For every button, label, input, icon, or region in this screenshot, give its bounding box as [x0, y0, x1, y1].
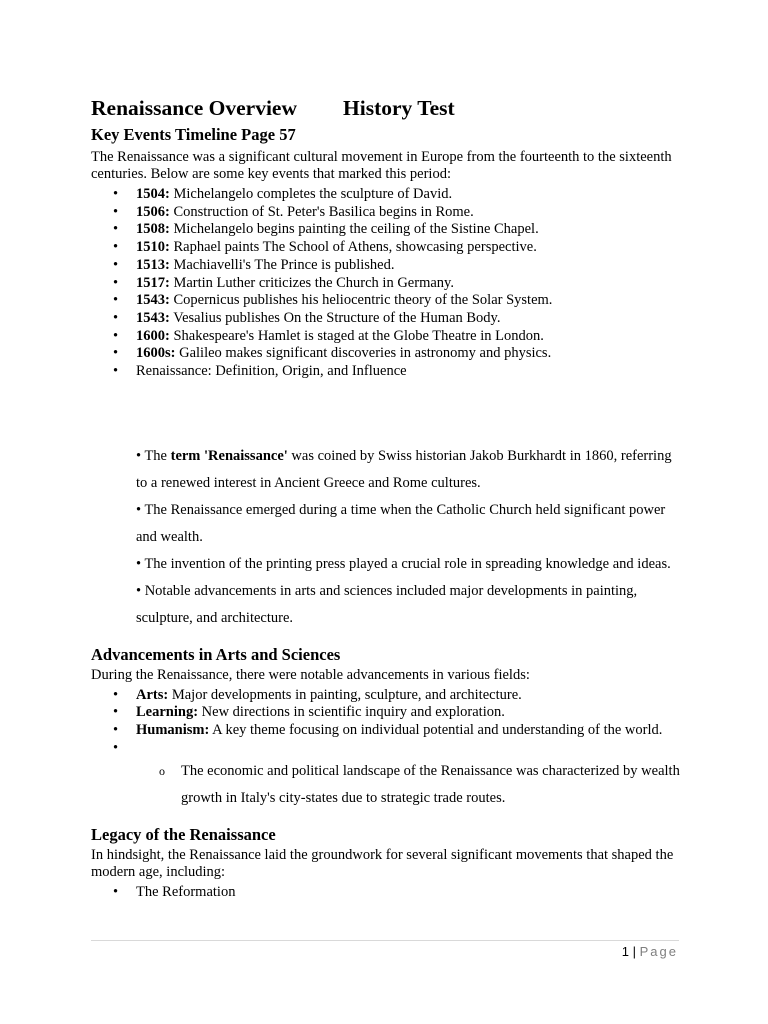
definition-section	[91, 443, 681, 632]
bullet-icon: •	[113, 292, 119, 309]
emphasized-term: term 'Renaissance'	[170, 447, 288, 464]
list-item	[91, 221, 681, 239]
definition-paragraph: • The Renaissance emerged during a time when the Catholic Church held significant power and wealth.	[136, 501, 666, 545]
timeline-subheading: Key Events Timeline Page 57	[91, 125, 296, 144]
bullet-icon: •	[113, 221, 119, 238]
list-item	[91, 345, 681, 363]
event-year: 1543:	[136, 292, 170, 309]
legacy-heading: Legacy of the Renaissance	[91, 824, 276, 844]
bullet-icon: •	[113, 739, 119, 756]
bullet-icon: •	[113, 883, 119, 900]
page-number: 1	[621, 944, 630, 959]
event-text: Copernicus publishes his heliocentric theory of the Solar System.	[169, 292, 553, 309]
advancements-list	[91, 687, 681, 758]
event-text: Michelangelo begins painting the ceiling of the Sistine Chapel.	[169, 221, 539, 238]
bullet-icon: •	[113, 704, 119, 721]
page-label: Page	[639, 944, 678, 959]
item-label: Humanism:	[136, 722, 210, 739]
bullet-icon: •	[113, 345, 119, 362]
list-item-empty	[91, 740, 681, 758]
event-year: 1543:	[136, 309, 170, 326]
event-year: 1508:	[136, 221, 170, 238]
event-text: Shakespeare's Hamlet is staged at the Globe Theatre in London.	[169, 327, 544, 344]
list-item	[91, 687, 681, 705]
bullet-icon: •	[113, 327, 119, 344]
list-item	[91, 257, 681, 275]
legacy-list	[91, 884, 681, 902]
event-text: Martin Luther criticizes the Church in Germany.	[169, 274, 454, 291]
timeline-list	[91, 186, 681, 381]
circle-bullet-icon: o	[159, 763, 165, 778]
definition-paragraph: • The term 'Renaissance' was coined by Swiss historian Jakob Burkhardt in 1860, referring to a renewed interest in Ancient Greece and Rome cultures.	[136, 447, 672, 491]
bullet-icon: •	[113, 186, 119, 202]
item-text: A key theme focusing on individual potential and understanding of the world.	[209, 722, 663, 739]
event-year: 1504:	[136, 186, 170, 202]
bullet-icon: •	[113, 309, 119, 326]
bullet-icon: •	[113, 274, 119, 291]
list-item	[91, 186, 681, 204]
item-text: The Reformation	[136, 883, 236, 900]
intro-paragraph: The Renaissance was a significant cultural movement in Europe from the fourteenth to the sixteenth centuries. Below are some key events that marked this period:	[91, 149, 672, 182]
page-footer	[622, 944, 678, 959]
event-year: 1517:	[136, 274, 170, 291]
list-item	[91, 363, 681, 381]
document-title	[91, 94, 681, 122]
advancements-sublist	[91, 758, 681, 812]
bullet-icon: •	[113, 722, 119, 739]
event-year: 1513:	[136, 256, 170, 273]
event-text: Raphael paints The School of Athens, showcasing perspective.	[169, 239, 537, 256]
bullet-icon: •	[113, 686, 119, 703]
advancements-intro: During the Renaissance, there were notable advancements in various fields:	[91, 666, 530, 683]
bullet-icon: •	[113, 239, 119, 256]
event-year: 1510:	[136, 239, 170, 256]
event-year: 1600:	[136, 327, 170, 344]
document-body	[91, 94, 681, 901]
bullet-icon: •	[113, 363, 119, 380]
event-text: Construction of St. Peter's Basilica begins in Rome.	[169, 203, 474, 220]
footer-separator: |	[629, 944, 640, 959]
definition-paragraph: • Notable advancements in arts and sciences included major developments in painting, sculpture, and architecture.	[136, 582, 638, 626]
list-item	[91, 239, 681, 257]
list-item	[91, 704, 681, 722]
item-text: Major developments in painting, sculpture, and architecture.	[168, 686, 522, 703]
event-text: Machiavelli's The Prince is published.	[169, 256, 395, 273]
advancements-heading: Advancements in Arts and Sciences	[91, 644, 341, 664]
event-text: Michelangelo completes the sculpture of David.	[169, 186, 453, 202]
definition-paragraph: • The invention of the printing press played a crucial role in spreading knowledge and ideas.	[136, 555, 671, 572]
sub-item-text: The economic and political landscape of the Renaissance was characterized by wealth growth in Italy's city-states due to strategic trade routes.	[181, 762, 680, 806]
event-text: Renaissance: Definition, Origin, and Influence	[136, 363, 407, 380]
list-item	[91, 328, 681, 346]
sub-list-item	[91, 758, 681, 812]
event-text: Vesalius publishes On the Structure of the Human Body.	[169, 309, 501, 326]
bullet-icon: •	[113, 256, 119, 273]
title-right: History Test	[343, 96, 455, 120]
footer-divider	[91, 940, 679, 941]
event-text: Galileo makes significant discoveries in astronomy and physics.	[175, 345, 552, 362]
bullet-icon: •	[113, 203, 119, 220]
event-year: 1506:	[136, 203, 170, 220]
list-item	[91, 884, 681, 902]
item-label: Learning:	[136, 704, 199, 721]
list-item	[91, 722, 681, 740]
list-item	[91, 310, 681, 328]
list-item	[91, 275, 681, 293]
list-item	[91, 204, 681, 222]
item-label: Arts:	[136, 686, 169, 703]
list-item	[91, 292, 681, 310]
title-left: Renaissance Overview	[91, 96, 298, 120]
item-text: New directions in scientific inquiry and exploration.	[198, 704, 505, 721]
legacy-intro: In hindsight, the Renaissance laid the groundwork for several significant movements that shaped the modern age, including:	[91, 846, 674, 880]
event-year: 1600s:	[136, 345, 176, 362]
